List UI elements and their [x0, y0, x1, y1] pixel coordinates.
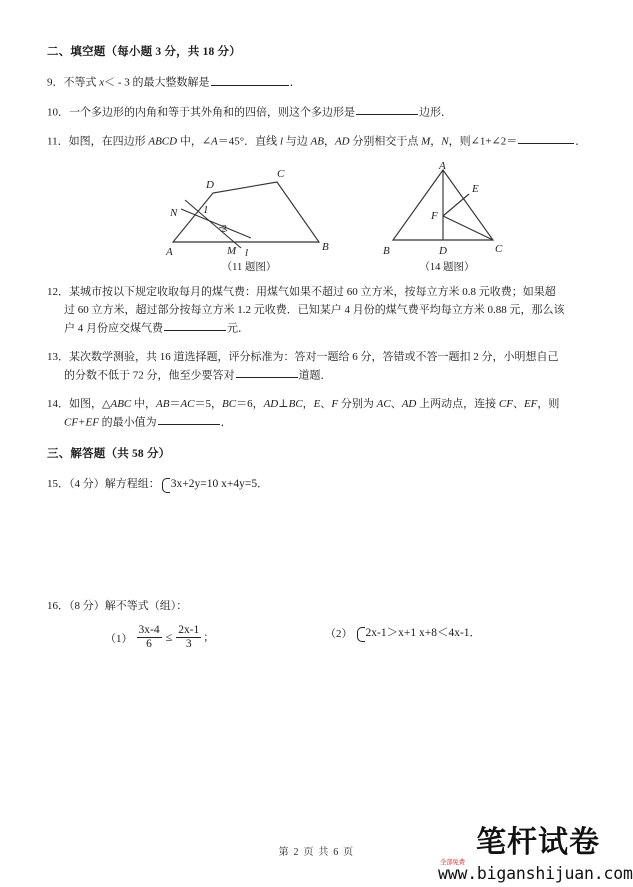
fill-in-questions-part-a: [47, 74, 592, 151]
question-text: 道题．: [298, 369, 332, 382]
svg-text:E: E: [472, 183, 479, 195]
svg-text:A: A: [439, 162, 446, 172]
question-line: [47, 349, 592, 367]
question-text: ＝: [169, 397, 181, 410]
question-text: 分别相交于点: [349, 135, 422, 148]
question-text: ，则∠1+∠2＝: [448, 135, 518, 148]
svg-text:M: M: [227, 245, 237, 257]
math-variable: AD: [334, 135, 350, 148]
problem-15-equation-1: 3x+2y=10: [170, 478, 219, 491]
question-line: [47, 133, 592, 151]
question-11: [47, 133, 592, 151]
math-variable: AD: [401, 397, 417, 410]
question-line: [47, 104, 592, 122]
fill-in-questions-part-b: [47, 284, 592, 432]
question-line: [47, 396, 592, 414]
problem-16-part-2-inequality-1: 2x-1＞x+1: [365, 626, 417, 639]
question-text: ，: [302, 397, 314, 410]
math-variable: BC: [288, 397, 303, 410]
watermark-brand: 笔杆试卷: [476, 825, 600, 860]
answer-blank[interactable]: [158, 414, 220, 425]
answer-blank[interactable]: [236, 367, 298, 378]
math-variable: BC: [222, 397, 237, 410]
watermark-badge: 全部免费: [440, 858, 465, 866]
problem-16-parts: [47, 624, 592, 670]
svg-text:1: 1: [203, 204, 209, 216]
question-text: 11．如图，在四边形: [47, 135, 149, 148]
question-text: ＝45°．直线: [217, 135, 280, 148]
figures-row: [47, 162, 592, 280]
figure-q11: [159, 162, 339, 274]
right-denominator: 3: [176, 637, 201, 651]
svg-text:l: l: [245, 247, 249, 258]
question-line: [47, 284, 592, 302]
question-line: [47, 414, 592, 432]
problem-16-part-1: [105, 624, 214, 651]
problem-16-part-1-label: （1）: [105, 632, 133, 645]
problem-16: [47, 598, 592, 616]
math-variable: x: [99, 76, 105, 89]
figure-q14-caption: （14 题图）: [419, 262, 475, 273]
problem-16-part-2-suffix: ．: [469, 626, 481, 639]
problem-15-system: [160, 477, 257, 492]
problem-16-part-2-inequality-2: x+8＜4x-1: [418, 626, 470, 639]
answer-blank[interactable]: [518, 133, 574, 144]
answer-blank[interactable]: [356, 104, 418, 115]
question-text: 13．某次数学测验，共 16 道选择题，评分标准为：答对一题给 6 分，答错或不答一题扣 2 分，小明想自己: [47, 350, 559, 363]
answer-blank[interactable]: [164, 320, 226, 331]
math-variable: ABCD: [148, 135, 178, 148]
question-line: [47, 74, 592, 92]
svg-text:B: B: [322, 241, 329, 253]
question-text: 12．某城市按以下规定收取每月的煤气费：用煤气如果不超过 60 立方米，按每立方米 0.8 元收费；如果超: [47, 286, 556, 298]
problem-16-part-2-label: （2）: [325, 628, 353, 641]
answer-blank[interactable]: [211, 74, 289, 85]
problem-15-answer-space: [47, 502, 592, 598]
problem-16-part-1-left-fraction: [137, 624, 162, 651]
figure-q11-caption: （11 题图）: [221, 262, 277, 273]
svg-text:C: C: [495, 243, 503, 255]
question-text: 的最小值为: [98, 416, 157, 429]
math-variable: l: [279, 135, 283, 148]
question-text: 的分数不低于 72 分，他至少要答对: [64, 369, 235, 382]
question-text: ＝5，: [194, 397, 223, 410]
question-text: 、: [390, 397, 402, 410]
math-variable: AB: [156, 397, 170, 410]
section-3-heading: 三、解答题（共 58 分）: [47, 448, 171, 460]
problem-15: [47, 476, 592, 494]
svg-text:F: F: [431, 210, 438, 222]
math-variable: AC: [180, 397, 195, 410]
question-text: 中，∠: [177, 135, 212, 148]
section-2-heading: 二、填空题（每小题 3 分，共 18 分）: [47, 46, 241, 58]
question-text: ．: [575, 135, 587, 148]
question-text: 与边: [283, 135, 311, 148]
math-variable: ABC: [110, 397, 132, 410]
svg-text:D: D: [439, 245, 447, 257]
problem-15-equation-2: x+4y=5: [221, 478, 258, 491]
figure-q14-drawing: [377, 162, 517, 258]
question-text: 、: [320, 397, 332, 410]
question-text: ＝6，: [236, 397, 264, 410]
question-text: 、: [512, 397, 524, 410]
left-denominator: 6: [137, 637, 162, 651]
question-text: 9．不等式: [47, 76, 100, 89]
problem-16-part-1-suffix: ；: [203, 631, 215, 644]
question-text: 14．如图，△: [47, 397, 111, 410]
problem-16-part-1-right-fraction: [176, 624, 201, 651]
problem-16-part-1-relation: ≤: [165, 630, 173, 645]
question-text: 元．: [227, 322, 249, 335]
watermark-url: www.biganshijuan.com: [438, 864, 633, 883]
question-13: [47, 349, 592, 385]
question-text: ，则: [537, 397, 560, 410]
question-line: [47, 367, 592, 385]
math-variable: AC: [376, 397, 391, 410]
math-variable: M: [421, 135, 431, 148]
question-text: 10．一个多边形的内角和等于其外角和的四倍，则这个多边形是: [47, 105, 355, 118]
watermark: [438, 825, 633, 886]
figure-q14: [377, 162, 517, 274]
math-variable: N: [441, 135, 449, 148]
problem-16-prefix: 16．（8 分）解不等式（组）：: [47, 600, 188, 613]
left-numerator: 3x-4: [138, 623, 160, 636]
problem-16-part-2: [325, 624, 481, 641]
page-content: [47, 44, 592, 722]
problem-15-suffix: ．: [257, 478, 269, 491]
question-text: ＜ - 3 的最大整数解是: [104, 76, 210, 89]
svg-text:2: 2: [221, 223, 227, 235]
question-text: ，: [323, 135, 335, 148]
question-text: 边形．: [419, 105, 452, 118]
question-text: ，: [430, 135, 442, 148]
question-text: 过 60 立方米，超过部分按每立方米 1.2 元收费．已知某户 4 月份的煤气费平均每立方米 0.88 元，那么该: [64, 303, 565, 316]
svg-text:B: B: [383, 245, 390, 257]
question-10: [47, 104, 592, 122]
question-text: 上两动点，连接: [416, 397, 499, 410]
question-text: ．: [289, 76, 301, 89]
svg-text:D: D: [206, 179, 214, 191]
svg-text:A: A: [166, 246, 173, 258]
question-text: 分别为: [338, 397, 377, 410]
question-text: ．: [220, 416, 232, 429]
math-variable: F: [331, 397, 339, 410]
problem-16-part-2-system: [355, 626, 470, 641]
math-variable: A: [211, 135, 218, 148]
figure-q11-drawing: [159, 162, 339, 258]
question-line: [47, 320, 592, 338]
question-text: 中，: [131, 397, 156, 410]
problem-16-answer-space: [47, 670, 592, 722]
svg-text:C: C: [277, 168, 285, 180]
question-text: ⊥: [278, 397, 289, 410]
math-variable: EF: [523, 397, 538, 410]
math-variable: CF+EF: [64, 416, 99, 429]
svg-text:N: N: [170, 207, 178, 219]
math-variable: AB: [310, 135, 324, 148]
math-variable: AD: [263, 397, 279, 410]
question-9: [47, 74, 592, 92]
question-14: [47, 396, 592, 432]
question-12: [47, 284, 592, 338]
page-footer: 第 2 页 共 6 页: [278, 847, 355, 858]
problem-15-prefix: 15．（4 分）解方程组：: [47, 478, 160, 491]
question-text: 户 4 月份应交煤气费: [64, 322, 163, 335]
question-line: [47, 302, 592, 320]
math-variable: E: [313, 397, 321, 410]
right-numerator: 2x-1: [178, 623, 200, 636]
math-variable: CF: [498, 397, 513, 410]
